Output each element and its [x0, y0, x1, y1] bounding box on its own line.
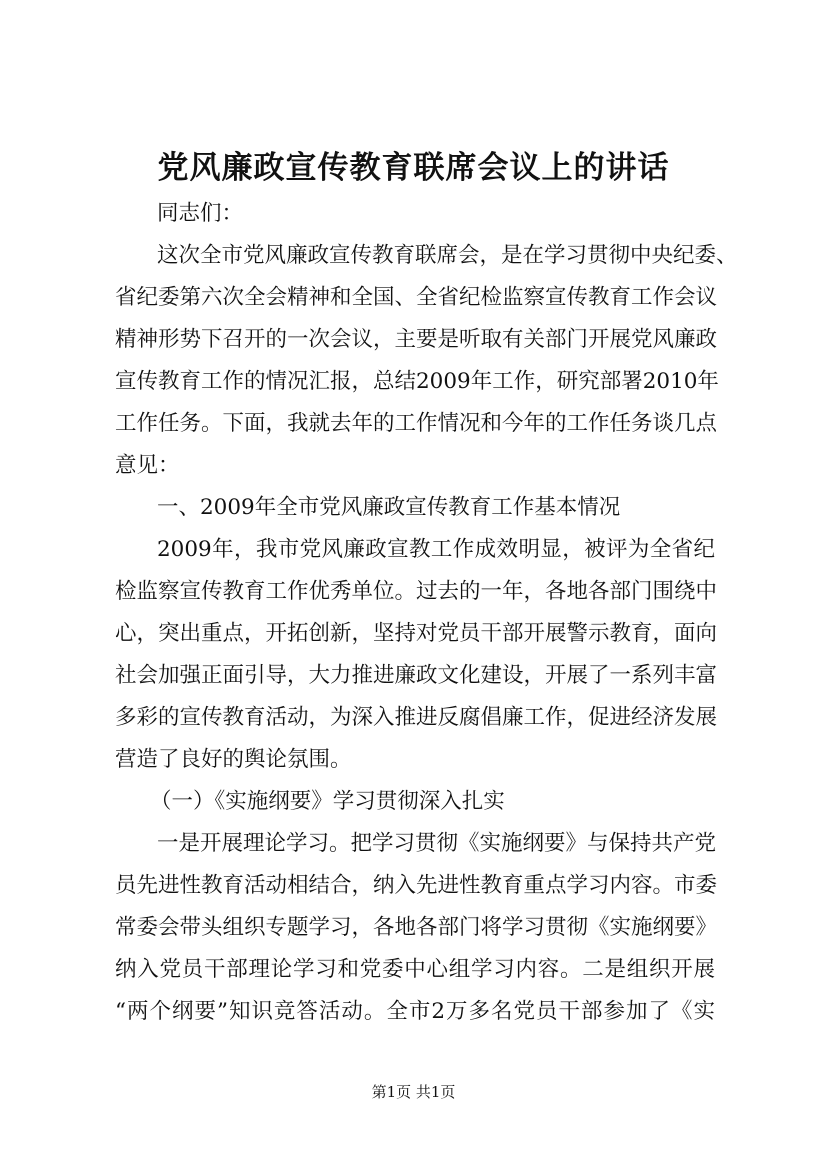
- paragraph-line: 这次全市党风廉政宣传教育联席会，是在学习贯彻中央纪委、: [157, 243, 738, 268]
- paragraph-line: 省纪委第六次全会精神和全国、全省纪检监察宣传教育工作会议: [115, 285, 718, 310]
- document-title: 党风廉政宣传教育联席会议上的讲话: [157, 150, 670, 186]
- salutation: 同志们：: [157, 201, 244, 226]
- paragraph-line: 社会加强正面引导，大力推进廉政文化建设，开展了一系列丰富: [115, 663, 718, 688]
- paragraph-line: 精神形势下召开的一次会议，主要是听取有关部门开展党风廉政: [115, 327, 718, 352]
- paragraph-line: 心，突出重点，开拓创新，坚持对党员干部开展警示教育，面向: [115, 621, 718, 646]
- paragraph-line: 工作任务。下面，我就去年的工作情况和今年的工作任务谈几点: [115, 411, 718, 436]
- subsection-heading: （一）《实施纲要》学习贯彻深入扎实: [150, 789, 505, 814]
- paragraph-line: 常委会带头组织专题学习，各地各部门将学习贯彻《实施纲要》: [115, 915, 718, 940]
- paragraph-line: “两个纲要”知识竞答活动。全市2万多名党员干部参加了《实: [115, 999, 715, 1024]
- paragraph-line: 意见：: [115, 453, 180, 478]
- paragraph-line: 检监察宣传教育工作优秀单位。过去的一年，各地各部门围绕中: [115, 579, 718, 604]
- paragraph-line: 营造了良好的舆论氛围。: [115, 747, 352, 772]
- paragraph-line: 纳入党员干部理论学习和党委中心组学习内容。二是组织开展: [115, 957, 715, 982]
- paragraph-line: 员先进性教育活动相结合，纳入先进性教育重点学习内容。市委: [115, 873, 718, 898]
- section-heading: 一、2009年全市党风廉政宣传教育工作基本情况: [157, 495, 621, 520]
- paragraph-line: 2009年，我市党风廉政宣教工作成效明显，被评为全省纪: [157, 537, 715, 562]
- page-footer: 第1页 共1页: [371, 1083, 456, 1101]
- paragraph-line: 宣传教育工作的情况汇报，总结2009年工作，研究部署2010年: [115, 369, 719, 394]
- paragraph-line: 一是开展理论学习。把学习贯彻《实施纲要》与保持共产党: [157, 831, 717, 856]
- paragraph-line: 多彩的宣传教育活动，为深入推进反腐倡廉工作，促进经济发展: [115, 705, 718, 730]
